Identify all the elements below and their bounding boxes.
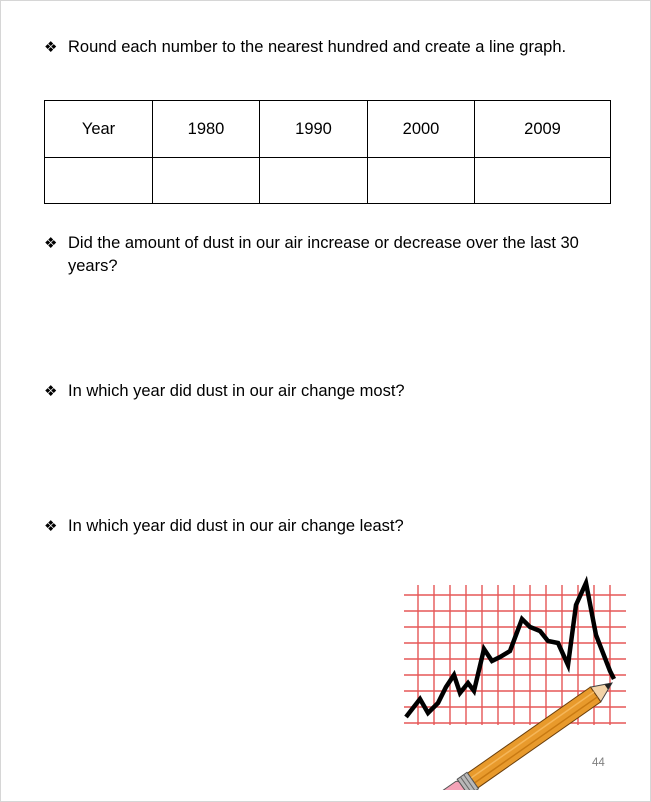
table-header-cell: 1990 (260, 101, 368, 158)
table-header-cell: 2000 (368, 101, 475, 158)
question-text: In which year did dust in our air change most? (68, 382, 405, 400)
bullet-icon: ❖ (44, 383, 58, 400)
answer-cell[interactable] (45, 158, 153, 204)
question-text: In which year did dust in our air change least? (68, 517, 404, 535)
answer-cell[interactable] (475, 158, 611, 204)
answer-table (44, 100, 611, 204)
table-header-cell: 2009 (475, 101, 611, 158)
answer-cell[interactable] (153, 158, 260, 204)
table-header-row (45, 101, 611, 158)
bullet-icon: ❖ (44, 235, 58, 252)
answer-cell[interactable] (260, 158, 368, 204)
answer-cell[interactable] (368, 158, 475, 204)
table-header-cell: Year (45, 101, 153, 158)
page-number: 44 (592, 757, 605, 769)
table-header-cell: 1980 (153, 101, 260, 158)
question-1 (44, 232, 608, 278)
instruction (44, 36, 608, 59)
bullet-icon: ❖ (44, 518, 58, 535)
question-3 (44, 515, 608, 538)
bullet-icon: ❖ (44, 39, 58, 56)
question-2 (44, 380, 608, 403)
instruction-text: Round each number to the nearest hundred and create a line graph. (68, 38, 567, 56)
question-text: Did the amount of dust in our air increase or decrease over the last 30 years? (68, 234, 579, 275)
answer-row (45, 158, 611, 204)
